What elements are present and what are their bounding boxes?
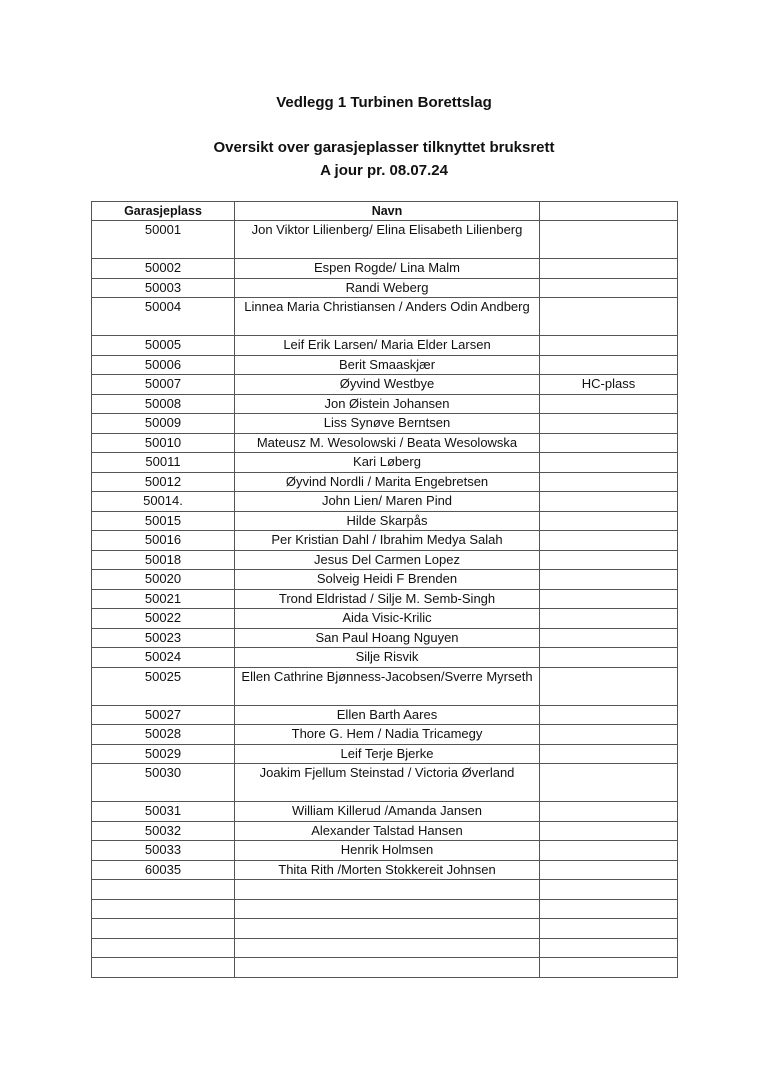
cell-navn: Trond Eldristad / Silje M. Semb-Singh bbox=[235, 589, 540, 609]
table-header-row bbox=[92, 202, 678, 221]
cell-navn: Thita Rith /Morten Stokkereit Johnsen bbox=[235, 860, 540, 880]
cell-navn: Berit Smaaskjær bbox=[235, 355, 540, 375]
table-row bbox=[92, 259, 678, 279]
table-row bbox=[92, 511, 678, 531]
cell-note bbox=[540, 259, 678, 279]
empty-cell bbox=[540, 958, 678, 978]
cell-plass: 50025 bbox=[92, 667, 235, 705]
cell-plass: 50016 bbox=[92, 531, 235, 551]
cell-note bbox=[540, 705, 678, 725]
cell-note bbox=[540, 298, 678, 336]
header-navn: Navn bbox=[235, 202, 540, 221]
empty-cell bbox=[235, 899, 540, 919]
cell-plass: 50031 bbox=[92, 802, 235, 822]
cell-navn: Aida Visic-Krilic bbox=[235, 609, 540, 629]
header-garasjeplass: Garasjeplass bbox=[92, 202, 235, 221]
empty-cell bbox=[235, 919, 540, 939]
empty-cell bbox=[92, 899, 235, 919]
cell-plass: 50015 bbox=[92, 511, 235, 531]
cell-navn: Jesus Del Carmen Lopez bbox=[235, 550, 540, 570]
table-row bbox=[92, 394, 678, 414]
cell-navn: Randi Weberg bbox=[235, 278, 540, 298]
table-row bbox=[92, 453, 678, 473]
cell-navn: Leif Erik Larsen/ Maria Elder Larsen bbox=[235, 336, 540, 356]
cell-note bbox=[540, 221, 678, 259]
cell-navn: Jon Viktor Lilienberg/ Elina Elisabeth Lilienberg bbox=[235, 221, 540, 259]
table-row bbox=[92, 336, 678, 356]
cell-navn: Jon Øistein Johansen bbox=[235, 394, 540, 414]
table-row bbox=[92, 278, 678, 298]
cell-plass: 50010 bbox=[92, 433, 235, 453]
garage-table bbox=[91, 201, 678, 978]
cell-plass: 50030 bbox=[92, 764, 235, 802]
cell-plass: 50007 bbox=[92, 375, 235, 395]
cell-navn: Hilde Skarpås bbox=[235, 511, 540, 531]
cell-navn: Kari Løberg bbox=[235, 453, 540, 473]
empty-table-row bbox=[92, 899, 678, 919]
empty-cell bbox=[540, 919, 678, 939]
empty-cell bbox=[540, 880, 678, 900]
cell-plass: 50020 bbox=[92, 570, 235, 590]
cell-navn: Linnea Maria Christiansen / Anders Odin Andberg bbox=[235, 298, 540, 336]
table-row bbox=[92, 705, 678, 725]
cell-plass: 50005 bbox=[92, 336, 235, 356]
document-subtitle: Oversikt over garasjeplasser tilknyttet bruksrett bbox=[213, 139, 555, 156]
cell-plass: 50024 bbox=[92, 648, 235, 668]
cell-navn: Henrik Holmsen bbox=[235, 841, 540, 861]
empty-table-row bbox=[92, 958, 678, 978]
cell-note bbox=[540, 744, 678, 764]
table-row bbox=[92, 298, 678, 336]
document-date-line: A jour pr. 08.07.24 bbox=[320, 162, 448, 179]
cell-navn: Øyvind Westbye bbox=[235, 375, 540, 395]
document-title: Vedlegg 1 Turbinen Borettslag bbox=[276, 94, 492, 111]
cell-plass: 50011 bbox=[92, 453, 235, 473]
cell-plass: 50022 bbox=[92, 609, 235, 629]
cell-plass: 60035 bbox=[92, 860, 235, 880]
cell-navn: Joakim Fjellum Steinstad / Victoria Øverland bbox=[235, 764, 540, 802]
cell-plass: 50027 bbox=[92, 705, 235, 725]
table-row bbox=[92, 648, 678, 668]
empty-cell bbox=[540, 938, 678, 958]
table-row bbox=[92, 802, 678, 822]
table-row bbox=[92, 860, 678, 880]
cell-note bbox=[540, 336, 678, 356]
empty-cell bbox=[92, 958, 235, 978]
cell-plass: 50018 bbox=[92, 550, 235, 570]
empty-table-row bbox=[92, 919, 678, 939]
header-note bbox=[540, 202, 678, 221]
cell-note bbox=[540, 570, 678, 590]
table-row bbox=[92, 589, 678, 609]
empty-table-row bbox=[92, 880, 678, 900]
table-row bbox=[92, 221, 678, 259]
cell-navn: Alexander Talstad Hansen bbox=[235, 821, 540, 841]
table-row bbox=[92, 609, 678, 629]
cell-navn: Thore G. Hem / Nadia Tricamegy bbox=[235, 725, 540, 745]
table-row bbox=[92, 725, 678, 745]
table-row bbox=[92, 628, 678, 648]
empty-cell bbox=[92, 880, 235, 900]
cell-navn: Mateusz M. Wesolowski / Beata Wesolowska bbox=[235, 433, 540, 453]
cell-note bbox=[540, 414, 678, 434]
cell-plass: 50006 bbox=[92, 355, 235, 375]
cell-note bbox=[540, 278, 678, 298]
cell-note bbox=[540, 433, 678, 453]
empty-cell bbox=[235, 938, 540, 958]
cell-plass: 50014. bbox=[92, 492, 235, 512]
cell-navn: Liss Synøve Berntsen bbox=[235, 414, 540, 434]
cell-plass: 50029 bbox=[92, 744, 235, 764]
cell-note bbox=[540, 764, 678, 802]
table-row bbox=[92, 570, 678, 590]
cell-navn: John Lien/ Maren Pind bbox=[235, 492, 540, 512]
cell-navn: San Paul Hoang Nguyen bbox=[235, 628, 540, 648]
table-row bbox=[92, 472, 678, 492]
cell-plass: 50004 bbox=[92, 298, 235, 336]
cell-plass: 50028 bbox=[92, 725, 235, 745]
cell-plass: 50032 bbox=[92, 821, 235, 841]
cell-note bbox=[540, 531, 678, 551]
cell-navn: Ellen Barth Aares bbox=[235, 705, 540, 725]
cell-plass: 50003 bbox=[92, 278, 235, 298]
cell-navn: William Killerud /Amanda Jansen bbox=[235, 802, 540, 822]
cell-note bbox=[540, 550, 678, 570]
cell-note bbox=[540, 667, 678, 705]
cell-note bbox=[540, 802, 678, 822]
empty-cell bbox=[235, 958, 540, 978]
table-row bbox=[92, 744, 678, 764]
table-row bbox=[92, 821, 678, 841]
cell-note: HC-plass bbox=[540, 375, 678, 395]
cell-note bbox=[540, 453, 678, 473]
cell-navn: Ellen Cathrine Bjønness-Jacobsen/Sverre Myrseth bbox=[235, 667, 540, 705]
empty-cell bbox=[92, 938, 235, 958]
cell-note bbox=[540, 589, 678, 609]
cell-navn: Øyvind Nordli / Marita Engebretsen bbox=[235, 472, 540, 492]
cell-plass: 50033 bbox=[92, 841, 235, 861]
cell-note bbox=[540, 821, 678, 841]
cell-plass: 50021 bbox=[92, 589, 235, 609]
cell-note bbox=[540, 628, 678, 648]
cell-navn: Per Kristian Dahl / Ibrahim Medya Salah bbox=[235, 531, 540, 551]
empty-cell bbox=[540, 899, 678, 919]
empty-cell bbox=[235, 880, 540, 900]
cell-plass: 50008 bbox=[92, 394, 235, 414]
empty-table-row bbox=[92, 938, 678, 958]
cell-plass: 50002 bbox=[92, 259, 235, 279]
table-body bbox=[92, 221, 678, 978]
table-row bbox=[92, 414, 678, 434]
cell-plass: 50012 bbox=[92, 472, 235, 492]
table-row bbox=[92, 764, 678, 802]
cell-plass: 50001 bbox=[92, 221, 235, 259]
cell-note bbox=[540, 394, 678, 414]
cell-note bbox=[540, 860, 678, 880]
table-row bbox=[92, 550, 678, 570]
cell-navn: Leif Terje Bjerke bbox=[235, 744, 540, 764]
cell-note bbox=[540, 648, 678, 668]
cell-note bbox=[540, 355, 678, 375]
table-row bbox=[92, 667, 678, 705]
empty-cell bbox=[92, 919, 235, 939]
cell-note bbox=[540, 511, 678, 531]
table-row bbox=[92, 433, 678, 453]
cell-note bbox=[540, 725, 678, 745]
table-row bbox=[92, 492, 678, 512]
cell-note bbox=[540, 472, 678, 492]
cell-note bbox=[540, 492, 678, 512]
cell-navn: Silje Risvik bbox=[235, 648, 540, 668]
cell-navn: Solveig Heidi F Brenden bbox=[235, 570, 540, 590]
cell-note bbox=[540, 841, 678, 861]
table-row bbox=[92, 375, 678, 395]
table-row bbox=[92, 531, 678, 551]
table-row bbox=[92, 841, 678, 861]
cell-plass: 50009 bbox=[92, 414, 235, 434]
table-row bbox=[92, 355, 678, 375]
cell-note bbox=[540, 609, 678, 629]
cell-navn: Espen Rogde/ Lina Malm bbox=[235, 259, 540, 279]
cell-plass: 50023 bbox=[92, 628, 235, 648]
